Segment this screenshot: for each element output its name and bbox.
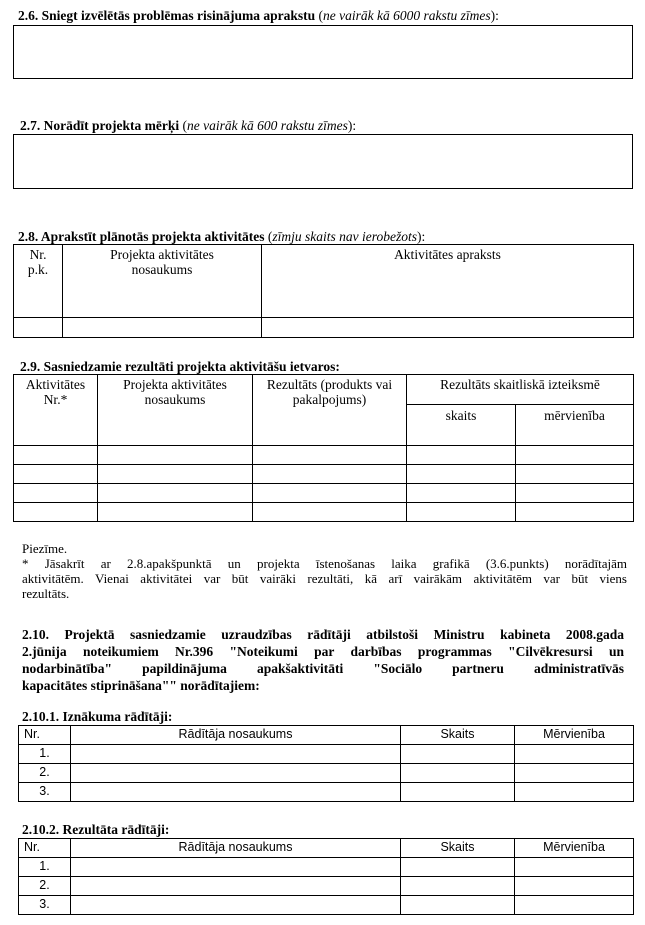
output-row-nr: 2. <box>19 764 71 783</box>
result-header-count: Skaits <box>401 839 515 858</box>
output-cell[interactable] <box>515 783 634 802</box>
output-cell[interactable] <box>401 764 515 783</box>
results-cell[interactable] <box>516 446 634 465</box>
results-header-name: Projekta aktivitātes nosaukums <box>98 375 253 446</box>
section-2-6-heading: 2.6. Sniegt izvēlētās problēmas risinājuma aprakstu (ne vairāk kā 6000 rakstu zīmes): <box>18 8 499 23</box>
result-cell[interactable] <box>401 896 515 915</box>
output-cell[interactable] <box>71 783 401 802</box>
section-2-10-2-heading <box>22 822 169 838</box>
results-cell[interactable] <box>253 446 407 465</box>
section-2-10-1-title: 2.10.1. Iznākuma rādītāji: <box>22 709 173 724</box>
section-2-8-title: 2.8. Aprakstīt plānotās projekta aktivitātes <box>18 229 265 244</box>
results-header-unit: mērvienība <box>516 405 634 446</box>
results-header-nr: Aktivitātes Nr.* <box>14 375 98 446</box>
note-block <box>22 541 627 601</box>
note-line-2: aktivitātēm. Vienai aktivitātei var būt vairāki rezultāti, kā arī vairākām aktivitātēm var būt viens <box>22 571 627 586</box>
activities-cell[interactable] <box>262 318 634 338</box>
results-cell[interactable] <box>516 484 634 503</box>
section-2-9-title: 2.9. Sasniedzamie rezultāti projekta aktivitāšu ietvaros: <box>20 359 340 374</box>
activities-header-desc: Aktivitātes apraksts <box>262 245 634 318</box>
results-table <box>13 374 634 522</box>
section-2-7-heading: 2.7. Norādīt projekta mērķi (ne vairāk kā 600 rakstu zīmes): <box>20 118 357 133</box>
section-2-10-2-title: 2.10.2. Rezultāta rādītāji: <box>22 822 170 837</box>
results-header-result: Rezultāts (produkts vai pakalpojums) <box>253 375 407 446</box>
results-cell[interactable] <box>98 446 253 465</box>
output-header-nr: Nr. <box>19 726 71 745</box>
result-cell[interactable] <box>401 858 515 877</box>
output-cell[interactable] <box>401 783 515 802</box>
results-cell[interactable] <box>407 503 516 522</box>
output-cell[interactable] <box>515 764 634 783</box>
activities-cell[interactable] <box>14 318 63 338</box>
result-header-unit: Mērvienība <box>515 839 634 858</box>
results-cell[interactable] <box>98 465 253 484</box>
result-cell[interactable] <box>71 877 401 896</box>
section-2-8-heading: 2.8. Aprakstīt plānotās projekta aktivitātes (zīmju skaits nav ierobežots): <box>18 229 426 244</box>
activities-cell[interactable] <box>63 318 262 338</box>
section-2-6-title: 2.6. Sniegt izvēlētās problēmas risinājuma aprakstu <box>18 8 316 23</box>
section-2-6-hint: ne vairāk kā 6000 rakstu zīmes <box>323 8 491 23</box>
results-cell[interactable] <box>253 465 407 484</box>
output-cell[interactable] <box>401 745 515 764</box>
results-header-count: skaits <box>407 405 516 446</box>
results-cell[interactable] <box>14 484 98 503</box>
section-2-10-line-3: nodarbinātība" papildinājuma apakšaktivitāti "Sociālo partneru administratīvās <box>22 661 624 676</box>
result-cell[interactable] <box>515 858 634 877</box>
result-cell[interactable] <box>71 896 401 915</box>
results-cell[interactable] <box>407 484 516 503</box>
note-line-1: * Jāsakrīt ar 2.8.apakšpunktā un projekta īstenošanas laika grafikā (3.6.punkts) norādītajām <box>22 556 627 571</box>
section-2-7-textbox[interactable] <box>13 134 633 189</box>
results-cell[interactable] <box>98 484 253 503</box>
result-cell[interactable] <box>515 877 634 896</box>
result-header-name: Rādītāja nosaukums <box>71 839 401 858</box>
section-2-10-line-4: kapacitātes stiprināšana"" norādītajiem: <box>22 678 260 693</box>
results-cell[interactable] <box>253 484 407 503</box>
output-header-unit: Mērvienība <box>515 726 634 745</box>
results-header-numeric: Rezultāts skaitliskā izteiksmē <box>407 375 634 405</box>
section-2-8-hint: zīmju skaits nav ierobežots <box>272 229 418 244</box>
results-cell[interactable] <box>14 446 98 465</box>
section-2-10-line-2: 2.jūnija noteikumiem Nr.396 "Noteikumi par darbības programmas "Cilvēkresursi un <box>22 644 624 659</box>
activities-table <box>13 244 634 338</box>
output-cell[interactable] <box>515 745 634 764</box>
results-cell[interactable] <box>14 465 98 484</box>
section-2-9-heading <box>20 359 340 375</box>
results-cell[interactable] <box>98 503 253 522</box>
output-cell[interactable] <box>71 745 401 764</box>
result-cell[interactable] <box>515 896 634 915</box>
results-cell[interactable] <box>407 446 516 465</box>
output-cell[interactable] <box>71 764 401 783</box>
section-2-10-line-1: 2.10. Projektā sasniedzamie uzraudzības rādītāji atbilstoši Ministru kabineta 2008.gada <box>22 627 624 642</box>
results-cell[interactable] <box>253 503 407 522</box>
result-row-nr: 1. <box>19 858 71 877</box>
output-indicators-table <box>18 725 634 802</box>
section-2-10-heading <box>22 626 624 694</box>
result-cell[interactable] <box>71 858 401 877</box>
activities-header-name: Projekta aktivitātes nosaukums <box>63 245 262 318</box>
section-2-6-textbox[interactable] <box>13 25 633 79</box>
results-cell[interactable] <box>407 465 516 484</box>
note-line-3: rezultāts. <box>22 586 70 601</box>
results-cell[interactable] <box>516 503 634 522</box>
section-2-7-title: 2.7. Norādīt projekta mērķi <box>20 118 180 133</box>
results-cell[interactable] <box>14 503 98 522</box>
note-title: Piezīme. <box>22 541 68 556</box>
results-cell[interactable] <box>516 465 634 484</box>
output-header-count: Skaits <box>401 726 515 745</box>
result-indicators-table <box>18 838 634 915</box>
output-row-nr: 1. <box>19 745 71 764</box>
output-row-nr: 3. <box>19 783 71 802</box>
section-2-10-1-heading <box>22 709 172 725</box>
activities-header-nr: Nr. p.k. <box>14 245 63 318</box>
result-cell[interactable] <box>401 877 515 896</box>
result-row-nr: 2. <box>19 877 71 896</box>
result-header-nr: Nr. <box>19 839 71 858</box>
result-row-nr: 3. <box>19 896 71 915</box>
section-2-7-hint: ne vairāk kā 600 rakstu zīmes <box>186 118 348 133</box>
output-header-name: Rādītāja nosaukums <box>71 726 401 745</box>
